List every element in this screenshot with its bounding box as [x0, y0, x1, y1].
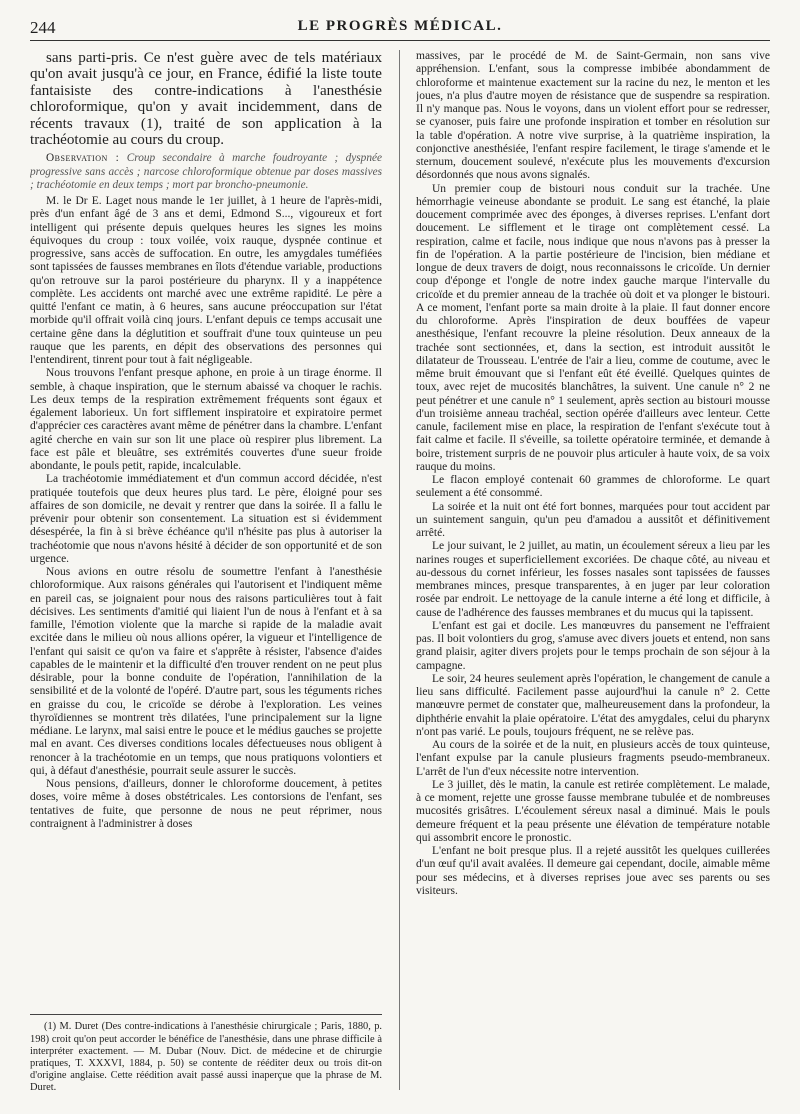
column-divider — [399, 50, 400, 1090]
paragraph: Un premier coup de bistouri nous conduit sur la trachée. Une hémorrhagie veineuse abondante se produit. Le sang est étanché, la plaie doucement comprimée avec des éponges, à diverses reprises. L'enfant dort doucement. Le sifflement et le tirage ont complètement cessé. La respiration, calme et facile, nous indique que nous n'avons pas à presser la fin de l'opération. A la partie postérieure de l'incision, bien médiane et longue de deux travers de doigt, nous reconnaissons le cricoïde. Un dernier coup d'éponge et l'ongle de notre index gauche marque l'intervalle du cricoïde et du premier anneau de la trachée où doit et va plonger le bistouri. A ce moment, l'enfant porte sa main droite à la plaie. Il faut donner encore du chloroforme. Après l'inspiration de deux bouffées de vapeur anesthésique, l'enfant recouvre la pleine résolution. Deux anneaux de la trachée sont sectionnées, et, dans la section, est introduit aussitôt le dilatateur de Trousseau. L'entrée de l'air a lieu, comme de coutume, avec le même bruit émouvant que si l'enfant eût été éveillé. Quelques quintes de toux, avec rejet de mucosités blanchâtres, la suivent. Une canule n° 2 ne peut pénétrer et une canule n° 1 seulement, après section au bistouri mousse d'un troisième anneau trachéal, section opérée d'ailleurs avec lenteur. Cette canule, facilement mise en place, la respiration de l'enfant s'exécute tout à fait calme et facile. Il s'éveille, sa toilette opératoire terminée, et demande à boire, tristement surpris de ne pouvoir plus articuler à haute voix, de sa voix rauque du moins. — [416, 182, 770, 473]
paragraph: Nous pensions, d'ailleurs, donner le chloroforme doucement, à petites doses, voire même à doses obstétricales. Les contorsions de l'enfant, ses tentatives de fuite, que personne de nous ne peut réprimer, nous contraignent à l'administrer à doses — [30, 778, 382, 830]
paragraph: Nous trouvons l'enfant presque aphone, en proie à un tirage énorme. Il semble, à chaque inspiration, que le sternum abaissé va choquer le rachis. Les deux temps de la respiration extrêmement fréquents sont égaux et également laborieux. Un fort sifflement inspiratoire et expiratoire permet d'apprécier ces caractères avant même de pénétrer dans la chambre. L'enfant agité cherche en vain sur son lit une place où respirer plus librement. La face est pâle et bleuâtre, ses extrémités couvertes d'une sueur froide abondante, le pouls petit, rapide, incalculable. — [30, 367, 382, 473]
left-column — [30, 50, 382, 1094]
observation-summary: Croup secondaire à marche foudroyante ; dyspnée progressive sans accès ; narcose chloroformique obtenue par doses massives ; trachéotomie en deux temps ; mort par broncho-pneumonie. — [30, 152, 382, 191]
paragraph: Le flacon employé contenait 60 grammes de chloroforme. Le quart seulement a été consommé. — [416, 474, 770, 500]
observation-heading — [30, 152, 382, 192]
page-number: 244 — [30, 18, 56, 37]
right-column — [416, 50, 770, 1094]
page-header — [30, 16, 770, 41]
paragraph: Nous avions en outre résolu de soumettre l'enfant à l'anesthésie chloroformique. Aux raisons générales qui l'autorisent et l'indiquent même en pareil cas, se joignaient pour nous des raisons particulières tout à fait décisives. Les sentiments d'amitié qui liaient l'un de nous à l'enfant et à sa famille, l'émotion violente que la marche si rapide de la maladie avait excitée dans le milieu où nous allions opérer, la vigueur et l'intelligence de l'enfant qui saisit ce qu'on va faire et s'apprête à résister, l'absence d'aides capables de le maintenir et la difficulté d'en trouver rendent on ne peut plus désirable, pour la bonne conduite de l'opération, l'annihilation de la sensibilité et de la volonté de l'opéré. D'autre part, sous les téguments riches en graisse du cou, le cricoïde se dérobe à l'exploration. Les veines thyroïdiennes se montrent très dilatées, l'une principalement sur la ligne médiane. Le larynx, mal saisi entre le pouce et le médius gauches se projette mal en avant. Ces diverses conditions locales défectueuses nous obligent à renoncer à la trachéotomie en un temps, que nous pratiquons volontiers et qui, à défaut d'anesthésie, pourrait seule assurer le succès. — [30, 566, 382, 777]
paragraph: Au cours de la soirée et de la nuit, en plusieurs accès de toux quinteuse, l'enfant expulse par la canule plusieurs fragments pseudo-membraneux. L'arrêt de l'un d'eux nécessite notre intervention. — [416, 739, 770, 778]
paragraph: La trachéotomie immédiatement et d'un commun accord décidée, n'est pratiquée toutefois que deux heures plus tard. Le père, éloigné pour ses affaires de son domicile, ne devait y rentrer que dans la soirée. Il a fallu le prévenir pour obtenir son consentement. La situation est si évidemment désespérée, la fin à si brève échéance qu'il n'hésite pas plus à autoriser la trachéotomie que nous n'avons hésité à décider de son opportunité et de son urgence. — [30, 473, 382, 565]
intro-block — [30, 50, 382, 148]
paragraph: Le jour suivant, le 2 juillet, au matin, un écoulement séreux a lieu par les narines rouges et superficiellement excoriées. De chaque côté, au niveau et au-dessous du cornet inférieur, les fosses nasales sont tapissées de fausses membranes minces, presque transparentes, à en juger par leur coloration rosée par endroit. Le nettoyage de la canule interne a été long et difficile, à cause de l'adhérence des fausses membranes et du mucus qui la tapissent. — [416, 540, 770, 619]
paragraph: La soirée et la nuit ont été fort bonnes, marquées pour tout accident par un suintement sanguin, qu'un peu d'amadou a aussitôt et définitivement arrêté. — [416, 500, 770, 539]
intro-paragraph: sans parti-pris. Ce n'est guère avec de tels matériaux qu'on avait jusqu'à ce jour, en France, édifié la liste toute fantaisiste des contre-indications à l'anesthésie chloroformique, qu'on y avait incidemment, dans de récents travaux (1), traité de son application à la trachéotomie au cours du croup. — [30, 50, 382, 149]
paragraph: L'enfant est gai et docile. Les manœuvres du pansement ne l'effraient pas. Il boit volontiers du grog, s'amuse avec divers jouets et entend, non sans grand plaisir, agiter divers projets pour le temps prochain de son séjour à la campagne. — [416, 619, 770, 672]
journal-title: LE PROGRÈS MÉDICAL. — [297, 18, 503, 34]
paragraph: L'enfant ne boit presque plus. Il a rejeté aussitôt les quelques cuillerées d'un œuf qu'il avait avalées. Il demeure gai cependant, docile, aimable même pour ses médecins, et à diverses reprises joue avec ses parents ou ses visiteurs. — [416, 845, 770, 897]
footnotes — [30, 1014, 382, 1094]
right-body — [416, 50, 770, 898]
paragraph: Le soir, 24 heures seulement après l'opération, le changement de canule a lieu sans difficulté. Facilement passe aujourd'hui la canule n° 2. Cette manœuvre permet de constater que, malheureusement dans la profondeur, la diphthérie envahit la plaie opératoire. L'état des amygdales, celui du pharynx n'ont pas varié. Le pouls, toujours fréquent, ne se relève pas. — [416, 672, 770, 738]
footnote: (1) M. Duret (Des contre-indications à l'anesthésie chirurgicale ; Paris, 1880, p. 198) croit qu'on peut accorder le bénéfice de l'anesthésie, dans une phrase difficile à interpréter exactement. — M. Dubar (Nouv. Dict. de médecine et de chirurgie pratiques, T. XXXVI, 1884, p. 50) se contente de rééditer deux ou trois dit-on d'origine anglaise. Cette réédition avait passé aussi inaperçue que la phrase de M. Duret. — [30, 1021, 382, 1093]
observation-label: Observation : — [46, 152, 120, 165]
paragraph: Le 3 juillet, dès le matin, la canule est retirée complètement. Le malade, à ce moment, rejette une grosse fausse membrane tubulée et de nombreuses mucosités grisâtres. L'écoulement séreux nasal a diminué. Mais le pouls demeure fréquent et la peau présente une élévation de température notable qui assombrit encore le pronostic. — [416, 778, 770, 844]
left-body — [30, 195, 382, 831]
paragraph: massives, par le procédé de M. de Saint-Germain, non sans vive appréhension. L'enfant, sous la compresse imbibée abondamment de chloroforme et maintenue exactement sur la racine du nez, le menton et les joues, n'a plus d'autre moyen de résistance que de suspendre sa respiration. Il n'y manque pas. Nous le voyons, dans un violent effort pour se redresser, se cyanoser, puis faire une profonde inspiration et tomber en résolution sur la table d'opération. A notre vive surprise, à la quatrième inspiration, la conjonctive anesthésiée, l'enfant respire facilement, le tirage s'amende et le sternum, doucement soulevé, n'exécute plus les mouvements d'excursion désordonnés que nous avons signalés. — [416, 50, 770, 182]
paragraph: M. le Dr E. Laget nous mande le 1er juillet, à 1 heure de l'après-midi, près d'un enfant âgé de 3 ans et demi, Edmond S..., vigoureux et fort intelligent qui présente depuis quelques heures les signes les moins équivoques du croup : toux voilée, voix rauque, dyspnée continue et progressive, sans accès de suffocation. En outre, les amygdales tuméfiées sont tapissées de fausses membranes en îlots d'étendue variable, productions qu'on retrouve sur la paroi postérieure du pharynx. Il y a inappétence complète. Les accidents ont marché avec une extrême rapidité. Le père a quitté l'enfant ce matin, à 6 heures, sans aucune préoccupation sur l'état morbide qu'il offrait voilà cinq jours. L'enfant depuis ce temps accusait une certaine gêne dans la déglutition et souffrait d'une toux quinteuse un peu rauque que les parents, en dépit des observations des personnes qui l'entendirent, tinrent pour tout à fait négligeable. — [30, 195, 382, 367]
